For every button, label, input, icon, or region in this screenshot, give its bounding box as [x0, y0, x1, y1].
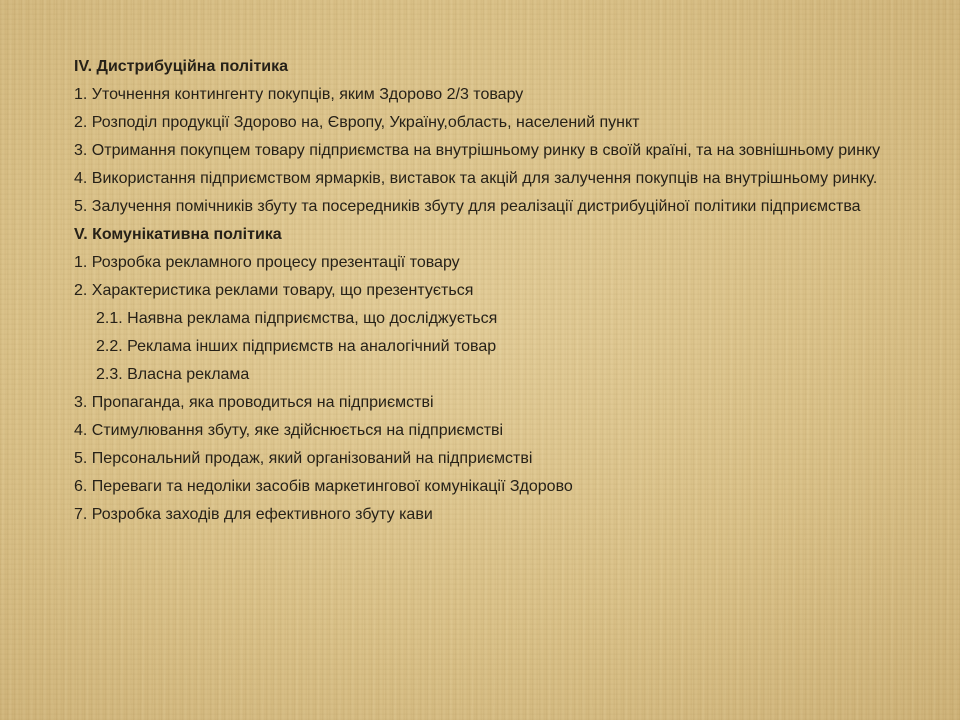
list-item: 7. Розробка заходів для ефективного збуту кави [74, 506, 433, 523]
sub-list-item: 2.2. Реклама інших підприємств на аналогічний товар [96, 338, 497, 355]
list-item: 6. Переваги та недоліки засобів маркетингової комунікації Здорово [74, 478, 573, 495]
slide-body [74, 55, 894, 531]
section-heading-communication-policy: V. Комунікативна політика [74, 226, 282, 243]
list-item: 4. Стимулювання збуту, яке здійснюється на підприємстві [74, 422, 504, 439]
list-item: 1. Уточнення контингенту покупців, яким Здорово 2/3 товару [74, 86, 524, 103]
list-item: 5. Залучення помічників збуту та посередників збуту для реалізації дистрибуційної політики підприємства [74, 198, 861, 215]
list-item: 1. Розробка рекламного процесу презентації товару [74, 254, 460, 271]
section-heading-distribution-policy: IV. Дистрибуційна політика [74, 58, 289, 75]
sub-list-item: 2.1. Наявна реклама підприємства, що досліджується [96, 310, 498, 327]
list-item: 2. Розподіл продукції Здорово на, Європу, Україну,область, населений пункт [74, 114, 640, 131]
list-item: 3. Пропаганда, яка проводиться на підприємстві [74, 394, 434, 411]
list-item: 4. Використання підприємством ярмарків, виставок та акцій для залучення покупців на внутрішньому ринку. [74, 170, 878, 187]
list-item: 5. Персональний продаж, який організований на підприємстві [74, 450, 533, 467]
list-item: 3. Отримання покупцем товару підприємства на внутрішньому ринку в своїй країні, та на зовнішньому ринку [74, 142, 881, 159]
sub-list-item: 2.3. Власна реклама [96, 366, 250, 383]
list-item: 2. Характеристика реклами товару, що презентується [74, 282, 474, 299]
